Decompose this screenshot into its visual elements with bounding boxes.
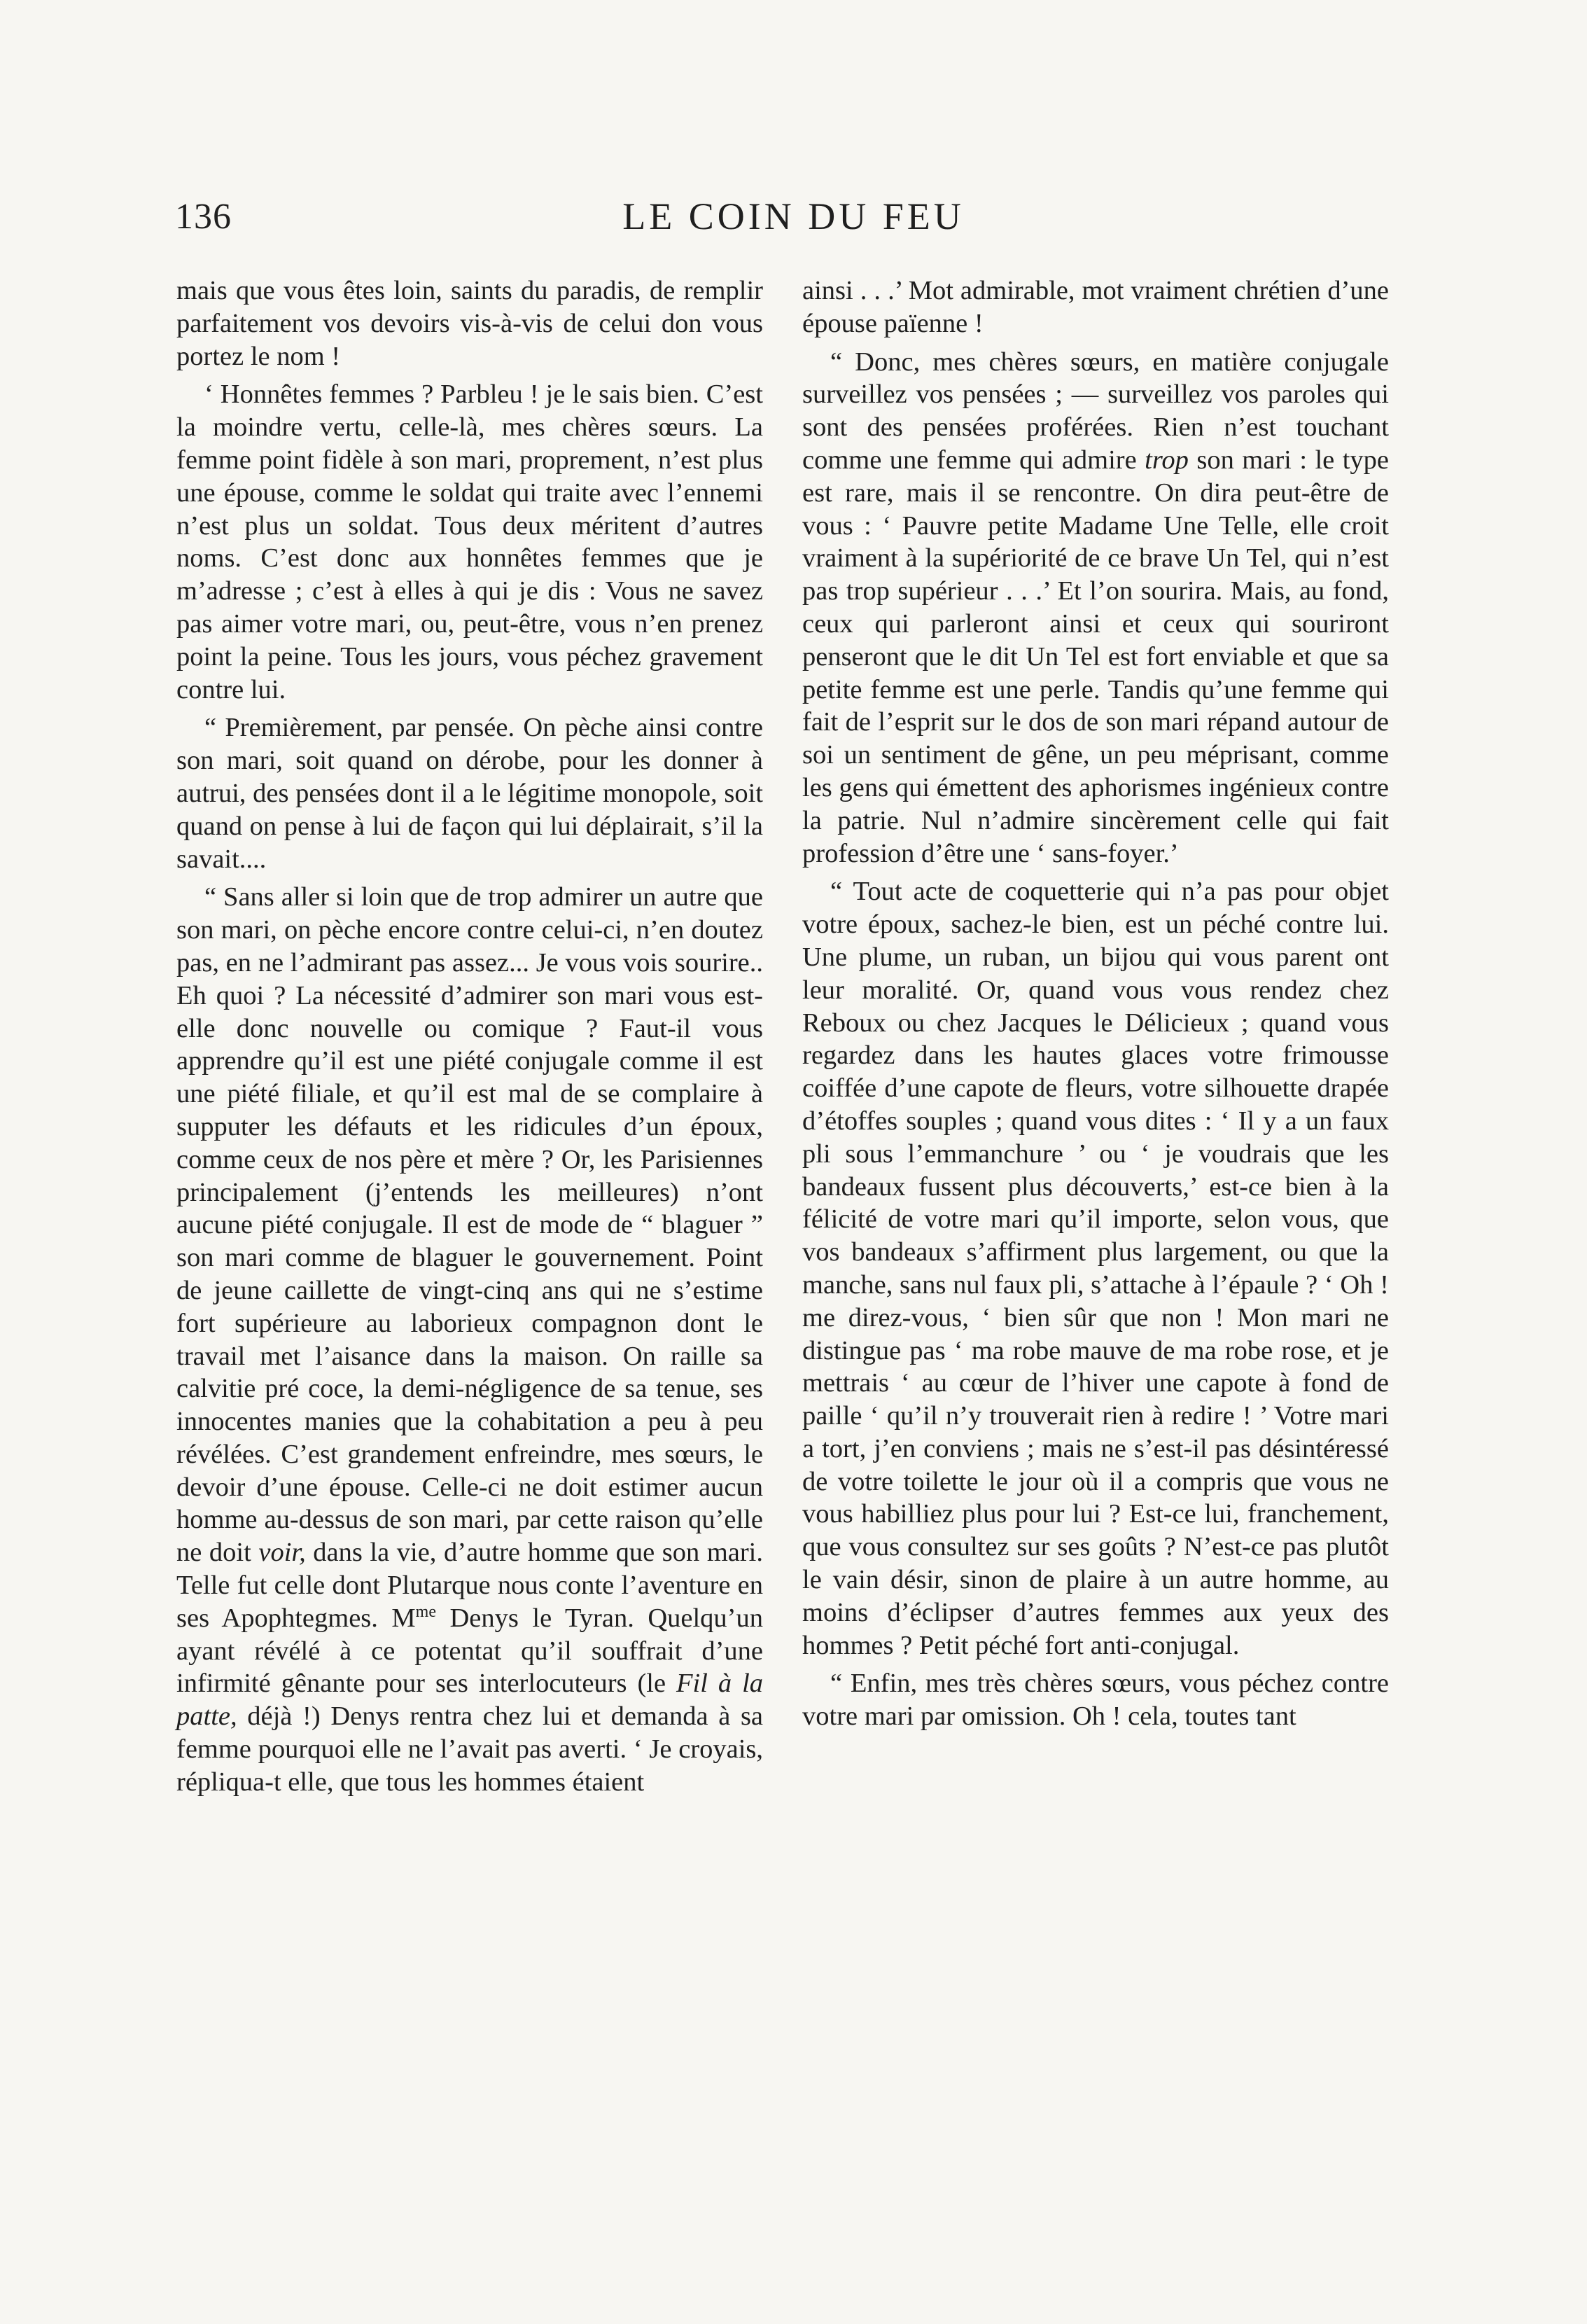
paragraph-text: “ Sans aller si loin que de trop admirer un autre que son mari, on pèche encore contre celui-ci, n’en doutez pas, en ne l’admirant pas assez... Je vous vois sourire.. Eh quoi ? La nécessité d’admirer son mari vous est-elle donc nouvelle ou comique ? Faut-il vous apprendre qu’il est une piété conjugale comme il est une piété filiale, et qu’il est mal de se complaire à supputer les défauts et les ridicules d’un époux, comme ceux de nos père et mère ? Or, les Parisiennes principalement (j’entends les meilleures) n’ont aucune piété conjugale. Il est de mode de “ blaguer ” son mari comme de blaguer le gouvernement. Point de jeune caillette de vingt-cinq ans qui ne s’estime fort supérieure au laborieux compagnon dont le travail met l’aisance dans la maison. On raille sa calvitie pré coce, la demi-négligence de sa tenue, ses innocentes manies que la cohabitation a peu à peu révélées. C’est grandement enfreindre, mes sœurs, le devoir d’une épouse. Celle-ci ne doit estimer aucun homme au-dessus de son mari, par cette raison qu’elle ne doit <box>176 882 763 1568</box>
paragraph: mais que vous êtes loin, saints du paradis, de remplir parfaitement vos devoirs vis-à-vis de celui don vous portez le nom ! <box>176 276 763 371</box>
paragraph-text: dans la vie, d’autre homme que son mari. Telle fut celle dont Plutarque nous conte l’aventure en ses Apophtegmes. M <box>176 1538 763 1633</box>
left-column <box>176 274 763 1799</box>
paragraph-text: Denys le Tyran. Quelqu’un ayant révélé à ce potentat qu’il souffrait d’une infirmité gênante pour ses interlocuteurs (le <box>176 1603 763 1699</box>
running-title: LE COIN DU FEU <box>622 195 965 237</box>
italic-title: Fil à la patte, <box>176 1669 764 1732</box>
paragraph: “ Tout acte de coquetterie qui n’a pas pour objet votre époux, sachez-le bien, est un péché contre lui. Une plume, un ruban, un bijou qui vous parent ont leur moralité. Or, quand vous vous rendez chez Reboux ou chez Jacques le Délicieux ; quand vous regardez dans les hautes glaces votre frimousse coiffée d’une capote de fleurs, votre silhouette drapée d’étoffes souples ; quand vous dites : ‘ Il y a un faux pli sous l’emmanchure ’ ou ‘ je voudrais que les bandeaux fussent plus découverts,’ est-ce bien à la félicité de votre mari qu’il importe, selon vous, que vos bandeaux s’affirment plus largement, ou que la manche, sans nul faux pli, s’attache à l’épaule ? ‘ Oh ! me direz-vous, ‘ bien sûr que non ! Mon mari ne distingue pas ‘ ma robe mauve de ma robe rose, et je mettrais ‘ au cœur de l’hiver une capote à fond de paille ‘ qu’il n’y trouverait rien à redire ! ’ Votre mari a tort, j’en conviens ; mais ne s’est-il pas désintéressé de votre toilette le jour où il a compris que vous ne vous habilliez plus pour lui ? Est-ce lui, franchement, que vous consultez sur ses goûts ? N’est-ce pas plutôt le vain désir, sinon de plaire à un autre homme, au moins d’éclipser d’autres femmes aux yeux des hommes ? Petit péché fort anti-conjugal. <box>802 877 1389 1660</box>
paragraph-text: déjà !) Denys rentra chez lui et demanda à sa femme pourquoi elle ne l’avait pas averti. ‘ Je croyais, répliqua-t elle, que tous les hommes étaient <box>176 1702 764 1797</box>
paragraph: “ Premièrement, par pensée. On pèche ainsi contre son mari, soit quand on dérobe, pour les donner à autrui, des pensées dont il a le légitime monopole, soit quand on pense à lui de façon qui lui déplairait, s’il la savait.... <box>176 713 763 874</box>
page-number: 136 <box>175 197 232 237</box>
paragraph: “ Enfin, mes très chères sœurs, vous péchez contre votre mari par omission. Oh ! cela, toutes tant <box>802 1669 1389 1732</box>
paragraph: ‘ Honnêtes femmes ? Parbleu ! je le sais bien. C’est la moindre vertu, celle-là, mes chères sœurs. La femme point fidèle à son mari, proprement, n’est plus une épouse, comme le soldat qui traite avec l’ennemi n’est plus un soldat. Tous deux méritent d’autres noms. C’est donc aux honnêtes femmes que je m’adresse ; c’est à elles à qui je dis : Vous ne savez pas aimer votre mari, ou, peut-être, vous n’en prenez point la peine. Tous les jours, vous péchez gravement contre lui. <box>176 380 763 704</box>
paragraph <box>802 346 1389 870</box>
paragraph-text: “ Donc, mes chères sœurs, en matière conjugale surveillez vos pensées ; — surveillez vos paroles qui sont des pensées proférées. Rien n’est touchant comme une femme qui admire <box>802 347 1389 475</box>
paragraph: ainsi . . .’ Mot admirable, mot vraiment chrétien d’une épouse païenne ! <box>802 276 1389 338</box>
italic-word: trop <box>1145 445 1189 475</box>
paragraph <box>176 881 763 1798</box>
page-header <box>0 188 1587 251</box>
right-column <box>802 274 1389 1733</box>
paragraph-text: son mari : le type est rare, mais il se rencontre. On dira peut-être de vous : ‘ Pauvre petite Madame Une Telle, elle croit vraiment à la supériorité de ce brave Un Tel, qui n’est pas trop supérieur . . .’ Et l’on sourira. Mais, au fond, ceux qui parleront ainsi et ceux qui souriront penseront que le dit Un Tel est fort enviable et que sa petite femme est une perle. Tandis qu’une femme qui fait de l’esprit sur le dos de son mari répand autour de soi un sentiment de gêne, un peu méprisant, comme les gens qui émettent des aphorismes ingénieux contre la patrie. Nul n’admire sincèrement celle qui fait profession d’être une ‘ sans-foyer.’ <box>802 445 1389 868</box>
italic-word: voir, <box>258 1538 306 1568</box>
superscript: me <box>415 1603 436 1622</box>
